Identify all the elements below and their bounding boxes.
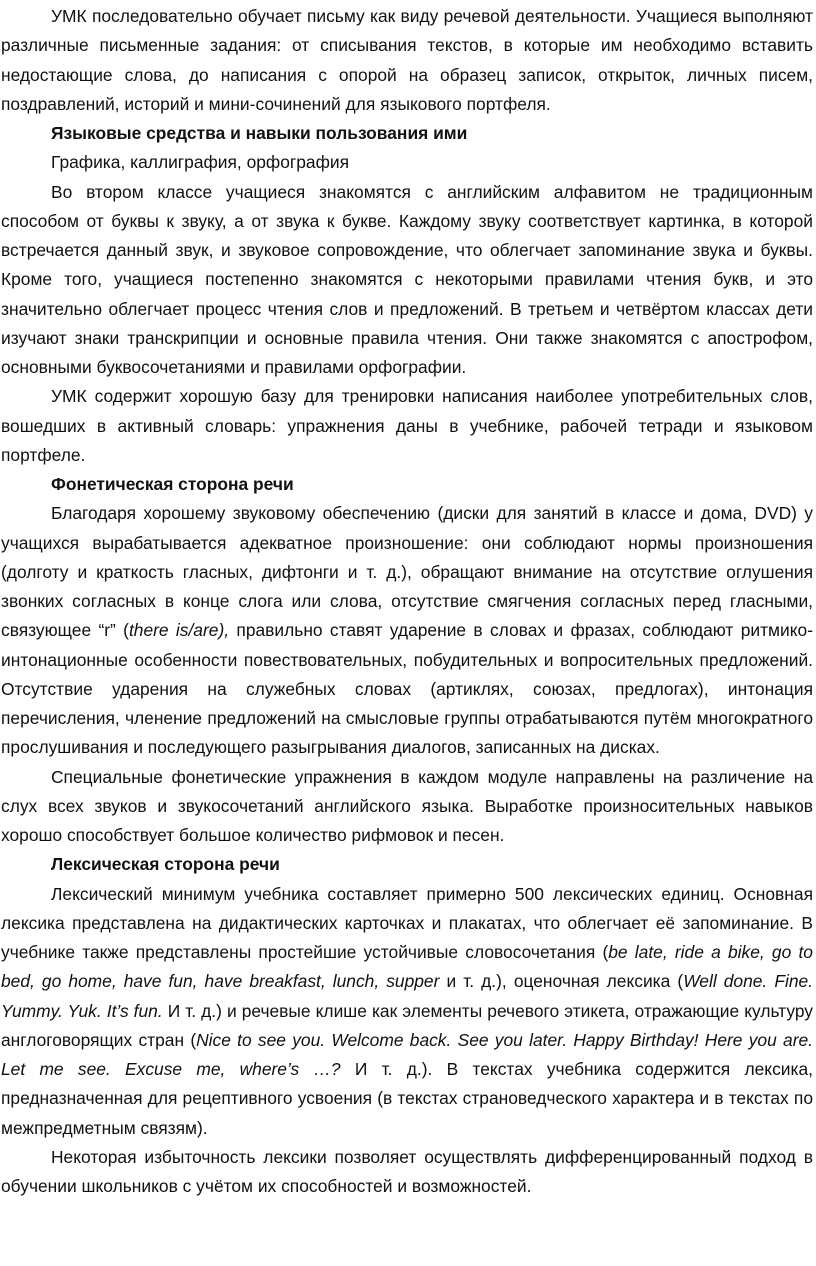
subheading-graphics: Графика, каллиграфия, орфография (51, 152, 350, 173)
paragraph-redundancy: Некоторая избыточность лексики позволяет осуществлять дифференцированный подход в обучении школьников с учётом их способностей и возможностей. (1, 1146, 813, 1196)
paragraph-writing: УМК последовательно обучает письму как виду речевой деятельности. Учащиеся выполняют различные письменные задания: от списывания текстов, в которые им необходимо вставить недостающие слова, до написания с опорой на образец записок, открыток, личных писем, поздравлений, историй и мини-сочинений для языкового портфеля. (1, 6, 813, 114)
paragraph-alphabet: Во втором классе учащиеся знакомятся с английским алфавитом не традиционным способом от буквы к звуку, а от звука к букве. Каждому звуку соответствует картинка, в которой встречается данный звук, и звуковое сопровождение, что облегчает запоминание звука и буквы. Кроме того, учащиеся постепенно знакомятся с некоторыми правилами чтения букв, и это значительно облегчает процесс чтения слов и предложений. В третьем и четвёртом классах дети изучают знаки транскрипции и основные правила чтения. Они также знакомятся с апострофом, основными буквосочетаниями и правилами орфографии. (1, 181, 813, 377)
pronunciation-text-part-1: Благодаря хорошему звуковому обеспечению (диски для занятий в классе и дома, DVD) у учащихся вырабатывается адекватное произношение: они соблюдают нормы произношения (долготу и краткость гласных, дифтонги и т. д.), обращают внимание на отсутствие оглушения звонких согласных в конце слога или слова, отсутствие смягчения согласных перед гласными, связующее “r” ( (1, 503, 813, 641)
lexis-text-part-1: Лексический минимум учебника составляет примерно 500 лексических единиц. Основная лексика представлена на дидактических карточках и плакатах, что облегчает её запоминание. В учебнике также представлены простейшие устойчивые словосочетания ( (1, 883, 813, 962)
paragraph-lexical-minimum (1, 880, 813, 1143)
lexis-text-part-2: и т. д.), оценочная лексика ( (439, 971, 684, 992)
paragraph-phonetic-exercises: Специальные фонетические упражнения в каждом модуле направлены на различение на слух всех звуков и звукосочетаний английского языка. Выработке произносительных навыков хорошо способствует большое количество рифмовок и песен. (1, 766, 813, 845)
pronunciation-text-part-2: правильно ставят ударение в словах и фразах, соблюдают ритмико-интонационные особенности повествовательных, побудительных и вопросительных предложений. Отсутствие ударения на служебных словах (артиклях, союзах, предлогах), интонация перечисления, членение предложений на смысловые группы отрабатываются путём многократного прослушивания и последующего разыгрывания диалогов, записанных на дисках. (1, 620, 813, 758)
lexis-evaluative-italic: Well done. Fine. Yummy. Yuk. It’s fun. (1, 971, 813, 1021)
lexis-cliches-italic: Nice to see you. Welcome back. See you later. Happy Birthday! Here you are. Let me see. Excuse me, where’s …? (1, 1029, 813, 1079)
heading-lexis: Лексическая сторона речи (51, 854, 280, 875)
lexis-collocations-italic: be late, ride a bike, go to bed, go home, have fun, have breakfast, lunch, supper (1, 942, 813, 992)
lexis-text-part-4: И т. д.). В текстах учебника содержится лексика, предназначенная для рецептивного усвоения (в текстах страноведческого характера и в текстах по межпредметным связям). (1, 1059, 813, 1138)
paragraph-pronunciation (1, 499, 813, 762)
paragraph-spelling-base: УМК содержит хорошую базу для тренировки написания наиболее употребительных слов, вошедших в активный словарь: упражнения даны в учебнике, рабочей тетради и языковом портфеле. (1, 386, 813, 465)
heading-phonetics: Фонетическая сторона речи (51, 474, 294, 494)
pronunciation-example-italic: there is/are), (128, 620, 230, 641)
heading-language-means: Языковые средства и навыки пользования ими (51, 123, 468, 143)
lexis-text-part-3: И т. д.) и речевые клише как элементы речевого этикета, отражающие культуру англоговорящих стран ( (1, 1000, 813, 1050)
